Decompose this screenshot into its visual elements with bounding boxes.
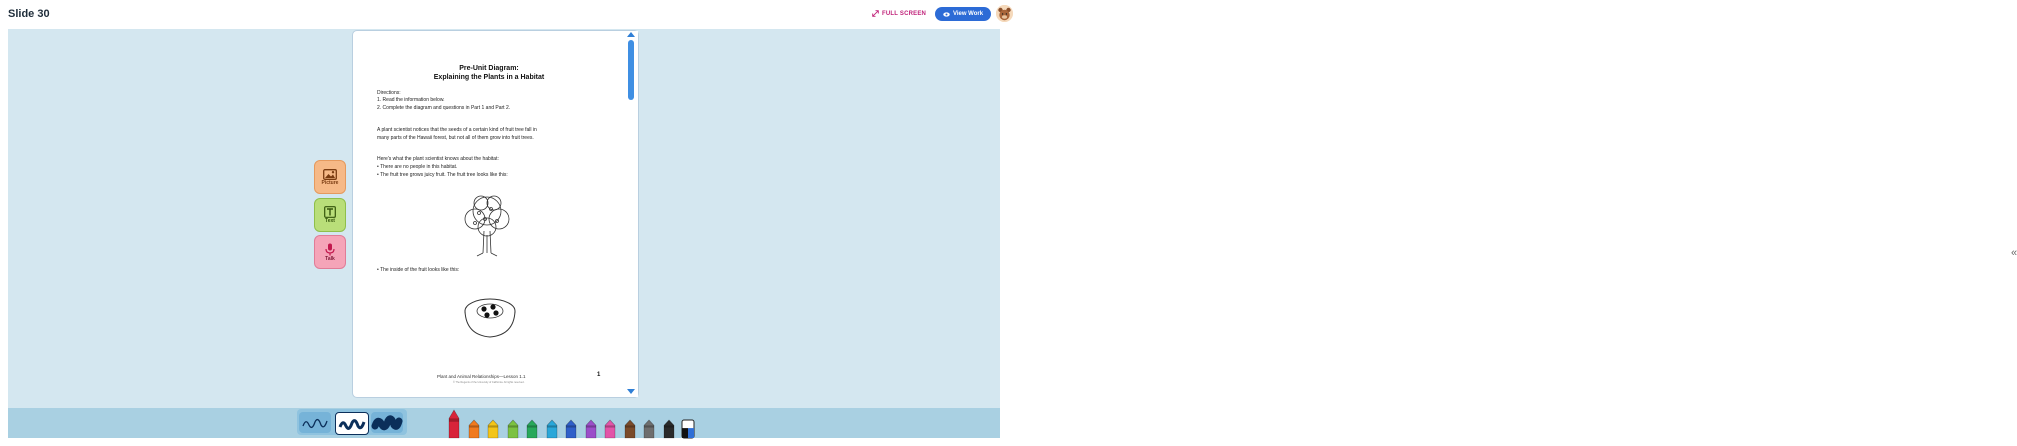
crayon-color-12[interactable] <box>681 420 695 446</box>
picture-icon <box>323 169 337 180</box>
crayon-color-1[interactable] <box>467 420 481 446</box>
crayon-color-10[interactable] <box>642 420 656 446</box>
view-work-button[interactable] <box>935 7 991 21</box>
text-icon <box>324 206 336 218</box>
crayon-color-2[interactable] <box>486 420 500 446</box>
scroll-down-icon[interactable] <box>627 389 635 394</box>
bullet-item: • There are no people in this habitat. <box>377 164 458 170</box>
picture-tool-button[interactable] <box>314 160 346 194</box>
paragraph-line-2: many parts of the Hawaii forest, but not all of them grow into fruit trees. <box>377 135 534 141</box>
slide-title: Slide 30 <box>8 8 50 20</box>
thick-stroke-icon <box>372 415 402 431</box>
bullet-item: • The fruit tree grows juicy fruit. The fruit tree looks like this: <box>377 172 508 178</box>
bullet-text: The inside of the fruit looks like this: <box>380 267 460 273</box>
stroke-thick-button[interactable] <box>371 412 403 433</box>
crayon-color-5[interactable] <box>545 420 559 446</box>
directions-heading: Directions: <box>377 90 401 96</box>
scroll-thumb[interactable] <box>628 40 634 100</box>
crayon-color-4[interactable] <box>525 420 539 446</box>
crayon-color-0[interactable] <box>447 410 461 436</box>
crayon-color-3[interactable] <box>506 420 520 446</box>
microphone-icon <box>325 243 335 256</box>
page-number: 1 <box>597 372 601 378</box>
avatar[interactable] <box>996 5 1013 22</box>
bullet-text: There are no people in this habitat. <box>380 164 458 170</box>
bullet-item: • The inside of the fruit looks like this: <box>377 267 460 273</box>
view-work-label: View Work <box>952 11 984 17</box>
doc-title-line2: Explaining the Plants in a Habitat <box>433 74 545 81</box>
talk-tool-label: Talk <box>325 255 335 262</box>
doc-title-line1: Pre-Unit Diagram: <box>459 65 519 72</box>
talk-tool-button[interactable] <box>314 235 346 269</box>
crayon-color-8[interactable] <box>603 420 617 446</box>
scroll-up-icon[interactable] <box>627 32 635 37</box>
fullscreen-label: FULL SCREEN <box>882 10 927 17</box>
fruit-tree-illustration <box>457 191 517 257</box>
stroke-size-picker <box>297 409 407 435</box>
medium-stroke-icon <box>339 418 365 430</box>
crayon-color-6[interactable] <box>564 420 578 446</box>
expand-icon <box>872 10 879 17</box>
doc-footer: Plant and Animal Relationships—Lesson 1.1 <box>437 374 526 379</box>
stroke-medium-button[interactable] <box>335 412 369 435</box>
doc-copyright: © The Regents of the University of California. All rights reserved. <box>453 381 525 384</box>
thin-stroke-icon <box>302 417 328 429</box>
picture-tool-label: Picture <box>321 179 339 186</box>
drawing-toolbar <box>8 408 1000 438</box>
bear-avatar-icon <box>996 5 1013 22</box>
fruit-cross-section-illustration <box>463 293 517 339</box>
stroke-thin-button[interactable] <box>299 412 331 433</box>
paragraph-line-1: A plant scientist notices that the seeds of a certain kind of fruit tree fall in <box>377 127 537 133</box>
text-tool-label: Text <box>325 218 335 224</box>
direction-2: 2. Complete the diagram and questions in Part 1 and Part 2. <box>377 105 511 111</box>
knows-heading: Here's what the plant scientist knows about the habitat: <box>377 156 499 162</box>
worksheet-document <box>352 30 639 398</box>
crayon-color-11[interactable] <box>662 420 676 446</box>
doc-scrollbar[interactable] <box>624 31 638 397</box>
eye-icon <box>943 12 950 17</box>
bullet-text: The fruit tree grows juicy fruit. The fruit tree looks like this: <box>380 172 508 178</box>
top-bar <box>0 0 1024 28</box>
collapse-panel-icon[interactable]: « <box>2011 247 2017 259</box>
right-rail <box>1000 29 2017 438</box>
text-tool-button[interactable] <box>314 198 346 232</box>
direction-1: 1. Read the information below. <box>377 97 445 103</box>
crayon-color-7[interactable] <box>584 420 598 446</box>
crayon-color-9[interactable] <box>623 420 637 446</box>
fullscreen-button[interactable] <box>872 10 926 17</box>
